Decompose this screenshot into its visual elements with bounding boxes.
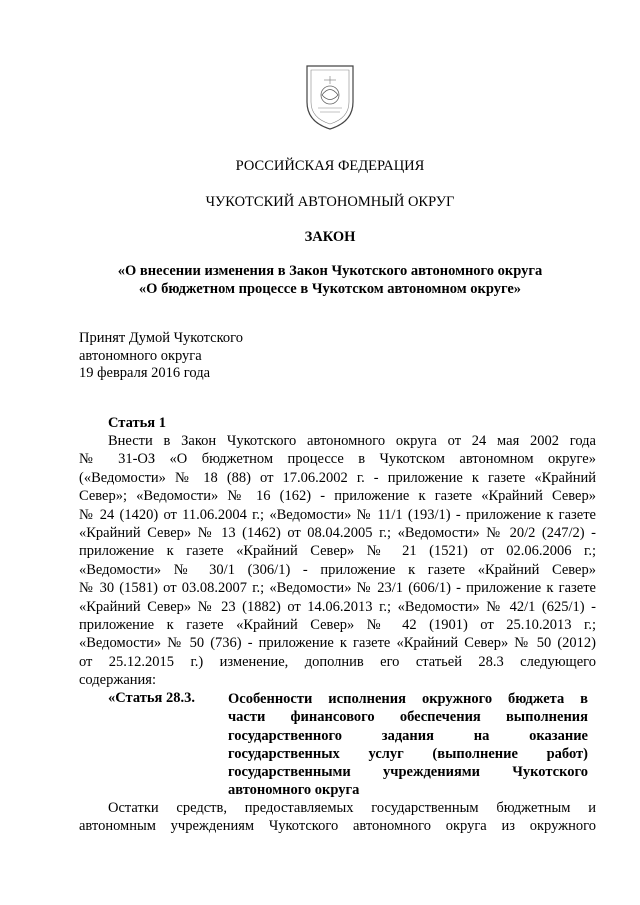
article-1-line: приложение к газете «Крайний Север» № 42 (1901) от 25.10.2013 г.;	[79, 617, 596, 634]
document-type: ЗАКОН	[304, 229, 356, 245]
adoption-line: автономного округа	[79, 347, 202, 364]
article-1-body	[79, 432, 596, 690]
article-1-line: приложение к газете «Крайний Север» № 21 (1521) от 02.06.2006 г.;	[79, 543, 596, 560]
article-28-3-title-line: государственными учреждениями Чукотского	[228, 764, 588, 781]
article-1-line: № 31-ОЗ «О бюджетном процессе в Чукотском автономном округе»	[79, 451, 596, 468]
article-1-line: содержания:	[79, 672, 157, 689]
law-title	[0, 262, 640, 298]
article-1-heading: Статья 1	[108, 415, 166, 431]
article-28-3-title-line: части финансового обеспечения выполнения	[228, 709, 588, 726]
article-28-3-title-line: государственных услуг (выполнение работ)	[228, 745, 588, 762]
country-name: РОССИЙСКАЯ ФЕДЕРАЦИЯ	[235, 158, 425, 174]
article-28-3-title-line: государственного задания на оказание	[228, 727, 588, 744]
article-1-line: «Ведомости» № 30/1 (306/1) - приложение к газете «Крайний Север»	[79, 561, 596, 578]
adoption-info	[79, 330, 243, 383]
article-28-3-title-line: Особенности исполнения окружного бюджета в	[228, 691, 588, 707]
article-1-line: № 30 (1581) от 03.08.2007 г.; «Ведомости» № 23/1 (606/1) - приложение к газете	[79, 580, 596, 597]
paragraph-line: Остатки средств, предоставляемых государственным бюджетным и	[108, 800, 596, 816]
adoption-date: 19 февраля 2016 года	[79, 365, 211, 381]
article-1-line: от 25.12.2015 г.) изменение, дополнив его статьей 28.3 следующего	[79, 653, 596, 670]
paragraph-line: автономным учреждениям Чукотского автономного округа из окружного	[79, 818, 596, 835]
law-title-line: «О внесении изменения в Закон Чукотского автономного округа	[117, 263, 543, 279]
adoption-line: Принят Думой Чукотского	[79, 330, 244, 346]
region-name: ЧУКОТСКИЙ АВТОНОМНЫЙ ОКРУГ	[205, 194, 455, 210]
article-1-line: «Крайний Север» № 23 (1882) от 14.06.2013 г.; «Ведомости» № 42/1 (625/1) -	[79, 598, 596, 615]
article-1-line: «Ведомости» № 50 (736) - приложение к газете «Крайний Север» № 50 (2012)	[79, 635, 596, 652]
article-1-line: Север»; «Ведомости» № 16 (162) - приложение к газете «Крайний Север»	[79, 488, 596, 505]
article-1-line: («Ведомости» № 18 (88) от 17.06.2002 г. - приложение к газете «Крайний	[79, 469, 596, 486]
coat-of-arms-emblem	[304, 62, 356, 132]
article-28-3-title	[228, 690, 588, 800]
article-28-3-paragraph	[79, 799, 596, 836]
article-1-line: № 24 (1420) от 11.06.2004 г.; «Ведомости» № 11/1 (193/1) - приложение к газете	[79, 506, 596, 523]
article-1-line: «Крайний Север» № 13 (1462) от 08.04.2005 г.; «Ведомости» № 20/2 (247/2) -	[79, 525, 596, 542]
article-1-line: Внести в Закон Чукотского автономного округа от 24 мая 2002 года	[108, 433, 596, 449]
article-28-3-title-line: автономного округа	[228, 782, 360, 799]
article-28-3-label: «Статья 28.3.	[108, 690, 195, 706]
law-title-line: «О бюджетном процессе в Чукотском автономном округе»	[138, 281, 522, 297]
